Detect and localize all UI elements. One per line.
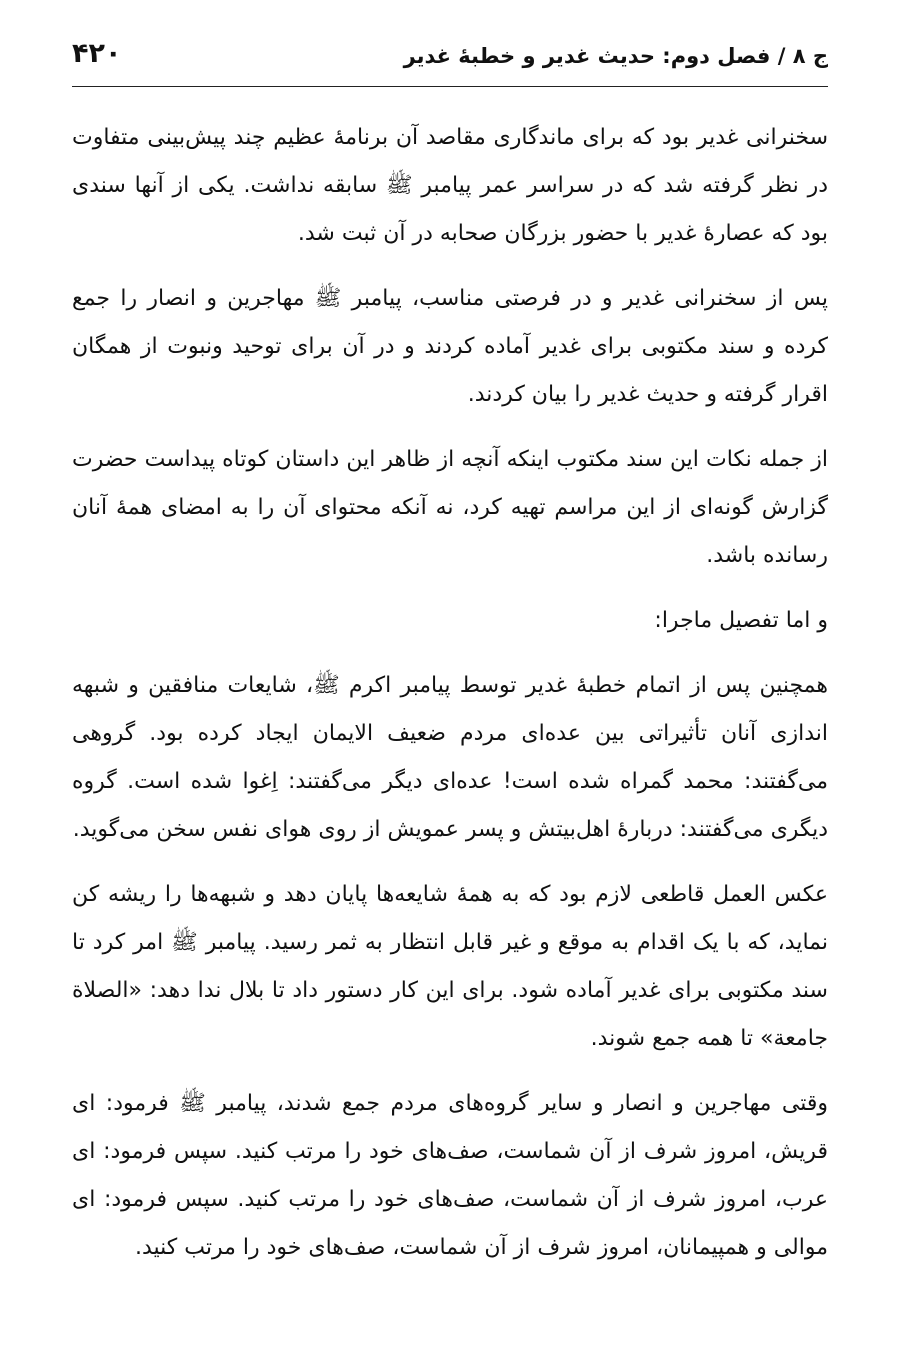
- paragraph-6: عکس العمل قاطعی لازم بود که به همهٔ شایعه‌ها پایان دهد و شبهه‌ها را ریشه کن نماید، که با یک اقدام به موقع و غیر قابل انتظار به ثمر رسید. پیامبر ﷺ امر کرد تا سند مکتوبی برای غدیر آماده شود. برای این کار دستور داد تا بلال ندا دهد: «الصلاة جامعة» تا همه جمع شوند.: [72, 882, 828, 1051]
- page-number: ۴۲۰: [72, 38, 122, 69]
- paragraph-1: سخنرانی غدیر بود که برای ماندگاری مقاصد آن برنامهٔ عظیم چند پیش‌بینی متفاوت در نظر گرفته شد که در سراسر عمر پیامبر ﷺ سابقه نداشت. یکی از آنها سندی بود که عصارهٔ غدیر با حضور بزرگان صحابه در آن ثبت شد.: [72, 125, 828, 246]
- paragraph-4: و اما تفصیل ماجرا:: [654, 608, 828, 633]
- paragraph-7: وقتی مهاجرین و انصار و سایر گروه‌های مردم جمع شدند، پیامبر ﷺ فرمود: ای قریش، امروز شرف از آن شماست، صف‌های خود را مرتب کنید. سپس فرمود: ای عرب، امروز شرف از آن شماست، صف‌های خود را مرتب کنید. سپس فرمود: ای موالی و همپیمانان، امروز شرف از آن شماست، صف‌های خود را مرتب کنید.: [72, 1091, 828, 1260]
- running-header: [72, 30, 828, 87]
- paragraph-2: پس از سخنرانی غدیر و در فرصتی مناسب، پیامبر ﷺ مهاجرین و انصار را جمع کرده و سند مکتوبی برای غدیر آماده کردند و در آن برای توحید ونبوت از همگان اقرار گرفته و حدیث غدیر را بیان کردند.: [72, 286, 828, 407]
- body-text: [72, 114, 828, 1289]
- chapter-title: ج ۸ / فصل دوم: حدیث غدیر و خطبهٔ غدیر: [403, 44, 828, 68]
- paragraph-3: از جمله نکات این سند مکتوب اینکه آنچه از ظاهر این داستان کوتاه پیداست حضرت گزارش گونه‌ای از این مراسم تهیه کرد، نه آنکه محتوای آن را به امضای همهٔ آنان رسانده باشد.: [72, 447, 828, 568]
- paragraph-5: همچنین پس از اتمام خطبهٔ غدیر توسط پیامبر اکرم ﷺ، شایعات منافقین و شبهه اندازی آنان تأثیراتی بین عده‌ای مردم ضعیف الایمان ایجاد کرده بود. گروهی می‌گفتند: محمد گمراه شده است! عده‌ای دیگر می‌گفتند: اِغوا شده است. گروه دیگری می‌گفتند: دربارهٔ اهل‌بیتش و پسر عمویش از روی هوای نفس سخن می‌گوید.: [72, 673, 828, 842]
- book-page: [72, 30, 828, 1340]
